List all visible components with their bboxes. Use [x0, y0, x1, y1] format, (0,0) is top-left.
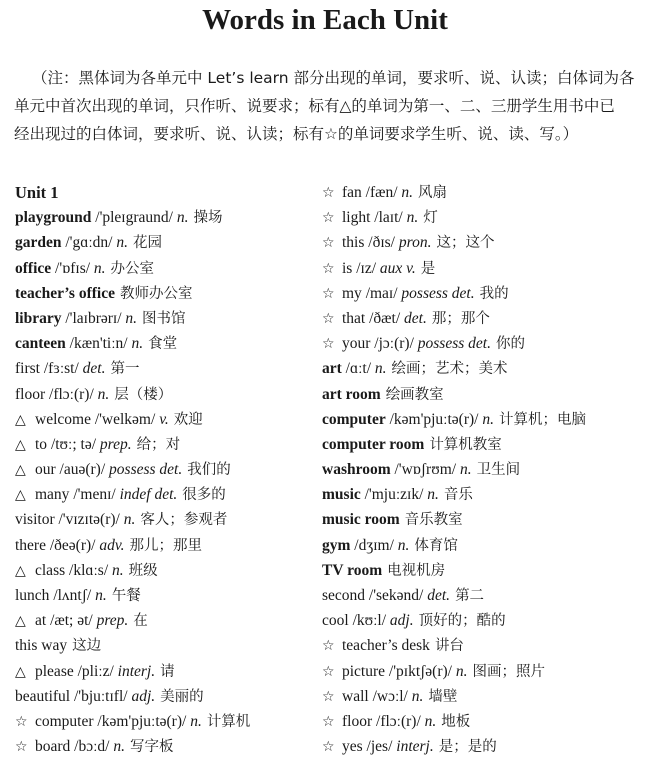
word: teacher’s desk [342, 637, 430, 655]
phonetic: /jɔː(r)/ [370, 335, 418, 353]
word: computer [322, 410, 386, 428]
word-entry [322, 558, 642, 583]
chinese-meaning: 计算机；电脑 [498, 411, 586, 428]
word: my [342, 284, 362, 302]
part-of-speech: n. [125, 309, 138, 327]
part-of-speech: n. [176, 209, 189, 227]
star-mark-icon: ☆ [322, 235, 335, 252]
phonetic: /fɜːst/ [39, 360, 83, 378]
word: art room [322, 385, 381, 403]
word-entry [322, 306, 642, 331]
word-entry [322, 457, 642, 482]
phonetic: /kæn'tiːn/ [65, 335, 132, 353]
chinese-meaning: 写字板 [129, 739, 174, 756]
triangle-mark-icon: △ [15, 436, 26, 453]
part-of-speech: aux v. [379, 259, 416, 277]
chinese-meaning: 这边 [72, 638, 102, 655]
chinese-meaning: 电视机房 [387, 562, 446, 579]
page-title: Words in Each Unit [202, 4, 448, 36]
part-of-speech: v. [159, 410, 169, 428]
word-entry [15, 230, 315, 255]
word: many [35, 486, 70, 504]
phonetic: /auə(r)/ [55, 461, 110, 479]
phonetic: /'pleɪgraund/ [91, 209, 177, 227]
chinese-meaning: 是；是的 [438, 739, 497, 756]
word-entry [322, 205, 642, 230]
phonetic: /wɔːl/ [368, 687, 412, 705]
part-of-speech: n. [374, 360, 387, 378]
part-of-speech: n. [113, 738, 125, 756]
triangle-mark-icon: △ [15, 411, 26, 428]
part-of-speech: n. [95, 587, 107, 604]
word-entry [322, 533, 642, 558]
word-entry [322, 482, 642, 507]
part-of-speech: det. [82, 360, 106, 378]
part-of-speech: n. [190, 712, 202, 730]
word-entry [322, 507, 642, 532]
part-of-speech: prep. [99, 435, 132, 453]
word-entry [322, 432, 642, 457]
chinese-meaning: 我的 [479, 285, 509, 302]
word: teacher’s office [15, 284, 115, 302]
part-of-speech: n. [112, 561, 124, 579]
phonetic: /'menɪ/ [69, 486, 120, 504]
word-entry [15, 432, 315, 457]
word-entry [15, 507, 315, 532]
word-entry [15, 684, 315, 709]
part-of-speech: n. [397, 536, 410, 554]
word-entry [15, 482, 315, 507]
word-entry [15, 205, 315, 230]
word-entry [15, 583, 315, 608]
word: visitor [15, 511, 55, 529]
chinese-meaning: 美丽的 [160, 688, 204, 705]
chinese-meaning: 食堂 [148, 336, 178, 353]
note-line: （注：黑体词为各单元中 Let’s learn 部分出现的单词，要求听、说、认读；白体词为各 [32, 69, 635, 87]
word-entry [15, 608, 315, 633]
phonetic: /jes/ [362, 738, 397, 756]
chinese-meaning: 很多的 [182, 487, 226, 504]
phonetic: /'sekənd/ [365, 587, 428, 604]
phonetic: /bɔːd/ [70, 738, 114, 756]
chinese-meaning: 图画；照片 [472, 663, 545, 680]
phonetic: /ɑːt/ [341, 360, 375, 378]
part-of-speech: n. [455, 662, 468, 680]
word-entry [15, 633, 315, 658]
chinese-meaning: 层（楼） [114, 386, 173, 403]
chinese-meaning: 顶好的；酷的 [418, 613, 506, 630]
phonetic: /maɪ/ [361, 284, 402, 302]
part-of-speech: possess det. [401, 284, 475, 302]
part-of-speech: possess det. [109, 461, 183, 479]
triangle-mark-icon: △ [15, 663, 26, 680]
star-mark-icon: ☆ [322, 185, 335, 201]
word-entry [322, 659, 642, 684]
chinese-meaning: 灯 [423, 210, 438, 227]
part-of-speech: pron. [398, 234, 432, 252]
phonetic: /ðeə(r)/ [45, 536, 100, 554]
chinese-meaning: 计算机教室 [429, 436, 502, 453]
part-of-speech: det. [404, 309, 427, 327]
word-entry [15, 659, 315, 684]
chinese-meaning: 第二 [455, 588, 485, 604]
word: lunch [15, 587, 50, 604]
word: music [322, 486, 361, 504]
chinese-meaning: 音乐 [443, 487, 473, 504]
note-line: 单元中首次出现的单词，只作听、说要求；标有△的单词为第一、二、三册学生用书中已 [14, 97, 615, 115]
chinese-meaning: 花园 [132, 235, 162, 252]
phonetic: /kʊːl/ [348, 612, 390, 630]
chinese-meaning: 绘画；艺术；美术 [391, 361, 508, 378]
star-mark-icon: ☆ [322, 638, 335, 655]
word-entry [15, 382, 315, 407]
chinese-meaning: 讲台 [434, 638, 464, 655]
word-entry [322, 633, 642, 658]
phonetic: /lʌntʃ/ [49, 587, 96, 604]
word: office [15, 259, 52, 277]
word-list-right-column [322, 180, 642, 759]
triangle-mark-icon: △ [15, 562, 26, 579]
phonetic: /fæn/ [361, 184, 402, 201]
word-entry [322, 180, 642, 205]
word: to [35, 435, 48, 453]
phonetic: /kəm'pjuːtə(r)/ [93, 712, 191, 730]
word: floor [342, 712, 373, 730]
part-of-speech: n. [459, 461, 472, 479]
star-mark-icon: ☆ [322, 739, 335, 756]
word: second [322, 587, 366, 604]
triangle-mark-icon: △ [15, 613, 26, 630]
word: art [322, 360, 342, 378]
phonetic: /ðɪs/ [364, 234, 399, 252]
word-entry [322, 331, 642, 356]
chinese-meaning: 绘画教室 [385, 386, 444, 403]
phonetic: /'laɪbrərɪ/ [61, 309, 126, 327]
word-entry [322, 382, 642, 407]
phonetic: /'vɪzɪtə(r)/ [54, 511, 124, 529]
chinese-meaning: 是 [420, 260, 436, 277]
word: beautiful [15, 687, 71, 705]
chinese-meaning: 给；对 [136, 436, 181, 453]
word-entry [322, 256, 642, 281]
word: first [15, 360, 40, 378]
phonetic: /'gɑːdn/ [61, 234, 117, 252]
word: floor [15, 385, 46, 403]
chinese-meaning: 在 [133, 613, 148, 630]
word: playground [15, 209, 92, 227]
part-of-speech: n. [427, 486, 439, 504]
word-entry [322, 230, 642, 255]
star-mark-icon: ☆ [322, 663, 335, 680]
word: at [35, 612, 47, 630]
word: class [35, 561, 66, 579]
phonetic: /ɪz/ [352, 259, 380, 277]
chinese-meaning: 体育馆 [414, 537, 458, 554]
chinese-meaning: 音乐教室 [404, 512, 463, 529]
word-list-left-column [15, 180, 315, 759]
word: gym [322, 536, 351, 554]
word-entry [15, 457, 315, 482]
chinese-meaning: 教师办公室 [119, 285, 193, 302]
word-entry [322, 407, 642, 432]
note-line: 经出现过的白体词，要求听、说、认读；标有☆的单词要求学生听、说、读、写。） [14, 125, 579, 143]
chinese-meaning: 卫生间 [476, 462, 521, 479]
chinese-meaning: 办公室 [110, 260, 155, 277]
word: there [15, 536, 46, 554]
phonetic: /'welkəm/ [90, 410, 160, 428]
phonetic: /'ɒfɪs/ [51, 259, 94, 277]
part-of-speech: n. [424, 712, 437, 730]
part-of-speech: adj. [131, 687, 156, 705]
usage-note [14, 64, 639, 148]
triangle-mark-icon: △ [15, 462, 26, 479]
part-of-speech: det. [427, 587, 451, 604]
phonetic: /laɪt/ [370, 209, 407, 227]
word: is [342, 259, 353, 277]
chinese-meaning: 操场 [193, 210, 223, 227]
star-mark-icon: ☆ [322, 310, 335, 327]
word-entry [15, 558, 315, 583]
word-entry [15, 533, 315, 558]
star-mark-icon: ☆ [322, 210, 335, 227]
chinese-meaning: 你的 [495, 336, 525, 353]
chinese-meaning: 墙壁 [428, 688, 458, 705]
word: garden [15, 234, 62, 252]
star-mark-icon: ☆ [15, 739, 28, 756]
star-mark-icon: ☆ [322, 688, 335, 705]
phonetic: /tʊː; tə/ [47, 435, 100, 453]
word: our [35, 461, 56, 479]
word: that [342, 309, 366, 327]
phonetic: /ðæt/ [365, 309, 405, 327]
star-mark-icon: ☆ [322, 260, 335, 277]
phonetic: /klɑːs/ [65, 561, 113, 579]
phonetic: /kəm'pjuːtə(r)/ [385, 410, 483, 428]
word-entry [15, 306, 315, 331]
star-mark-icon: ☆ [322, 285, 335, 302]
phonetic: /flɔː(r)/ [372, 712, 425, 730]
word-entry [322, 583, 642, 608]
word: cool [322, 612, 349, 630]
word: computer [35, 712, 94, 730]
star-mark-icon: ☆ [322, 336, 335, 353]
unit-heading: Unit 1 [15, 183, 59, 202]
chinese-meaning: 那；那个 [431, 310, 490, 327]
phonetic: /'mjuːzɪk/ [360, 486, 428, 504]
word-entry [322, 281, 642, 306]
phonetic: /flɔː(r)/ [45, 385, 98, 403]
word: light [342, 209, 371, 227]
chinese-meaning: 风扇 [418, 185, 448, 201]
word: wall [342, 687, 369, 705]
part-of-speech: possess det. [417, 335, 491, 353]
star-mark-icon: ☆ [322, 713, 335, 730]
part-of-speech: n. [406, 209, 419, 227]
phonetic: /dʒɪm/ [350, 536, 398, 554]
word: music room [322, 511, 400, 529]
part-of-speech: n. [123, 511, 136, 529]
word-entry [322, 356, 642, 381]
part-of-speech: n. [97, 385, 110, 403]
word: fan [342, 184, 362, 201]
word: this way [15, 637, 68, 655]
part-of-speech: adj. [389, 612, 414, 630]
part-of-speech: n. [411, 687, 424, 705]
word: please [35, 662, 74, 680]
chinese-meaning: 第一 [110, 361, 140, 378]
word: this [342, 234, 365, 252]
phonetic: /'wɒʃrʊm/ [390, 461, 460, 479]
part-of-speech: interj. [117, 662, 156, 680]
word-entry [322, 684, 642, 709]
phonetic: /pliːz/ [73, 662, 118, 680]
word-entry [15, 407, 315, 432]
part-of-speech: n. [482, 410, 494, 428]
phonetic: /æt; ət/ [46, 612, 97, 630]
chinese-meaning: 欢迎 [173, 411, 203, 428]
part-of-speech: adv. [99, 536, 125, 554]
word-entry [322, 709, 642, 734]
word-entry [15, 281, 315, 306]
word: welcome [35, 410, 91, 428]
chinese-meaning: 我们的 [187, 462, 231, 479]
word-entry [322, 608, 642, 633]
star-mark-icon: ☆ [15, 713, 28, 730]
word: picture [342, 662, 386, 680]
word-entry [15, 256, 315, 281]
word: washroom [322, 461, 391, 479]
phonetic: /'bjuːtɪfl/ [70, 687, 132, 705]
word: library [15, 309, 62, 327]
word: canteen [15, 335, 66, 353]
part-of-speech: n. [93, 259, 106, 277]
word: your [342, 335, 371, 353]
chinese-meaning: 这；这个 [436, 235, 495, 252]
chinese-meaning: 客人；参观者 [140, 512, 228, 529]
word-entry [15, 709, 315, 734]
word: yes [342, 738, 363, 756]
part-of-speech: n. [116, 234, 128, 252]
chinese-meaning: 计算机 [206, 713, 251, 730]
word-entry [15, 734, 315, 759]
chinese-meaning: 地板 [441, 713, 471, 730]
word: TV room [322, 561, 383, 579]
part-of-speech: interj. [396, 738, 434, 756]
chinese-meaning: 图书馆 [142, 310, 186, 327]
part-of-speech: indef det. [119, 486, 178, 504]
word-entry [15, 331, 315, 356]
chinese-meaning: 那儿；那里 [129, 537, 202, 554]
phonetic: /'pɪktʃə(r)/ [385, 662, 456, 680]
part-of-speech: prep. [96, 612, 129, 630]
part-of-speech: n. [131, 335, 144, 353]
word: board [35, 738, 71, 756]
word-entry [15, 356, 315, 381]
chinese-meaning: 请 [160, 663, 175, 680]
triangle-mark-icon: △ [15, 487, 26, 504]
word-entry [322, 734, 642, 759]
chinese-meaning: 班级 [128, 562, 158, 579]
part-of-speech: n. [401, 184, 414, 201]
word: computer room [322, 435, 425, 453]
chinese-meaning: 午餐 [111, 588, 141, 604]
